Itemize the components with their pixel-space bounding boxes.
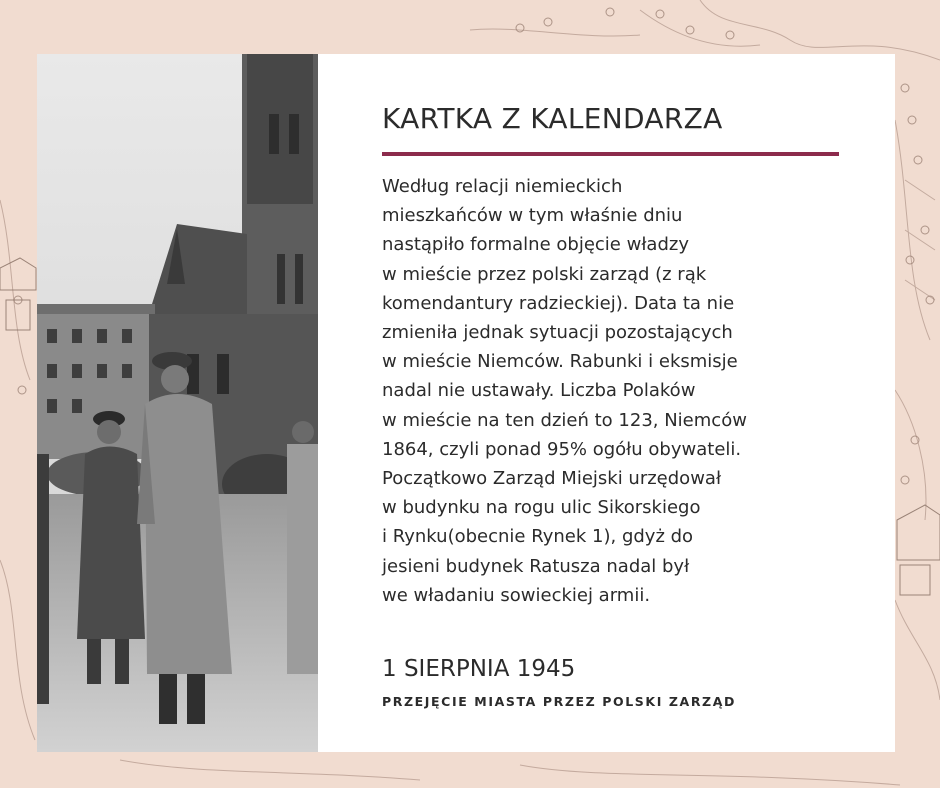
title-divider: [382, 152, 839, 156]
historical-street-photo-icon: [37, 54, 318, 752]
body-line: 1864, czyli ponad 95% ogółu obywateli.: [382, 438, 742, 460]
event-date: 1 SIERPNIA 1945: [382, 656, 576, 682]
card-body-text: [382, 172, 852, 610]
body-line: w mieście przez polski zarząd (z rąk: [382, 263, 707, 285]
card-title: KARTKA Z KALENDARZA: [382, 102, 723, 135]
body-line: w budynku na rogu ulic Sikorskiego: [382, 497, 701, 519]
body-line: nastąpiło formalne objęcie władzy: [382, 234, 689, 256]
body-line: nadal nie ustawały. Liczba Polaków: [382, 380, 696, 402]
calendar-card: [318, 54, 895, 752]
body-line: mieszkańców w tym właśnie dniu: [382, 205, 683, 227]
historical-photo: [37, 54, 318, 752]
body-line: we władaniu sowieckiej armii.: [382, 584, 651, 606]
event-subtitle: PRZEJĘCIE MIASTA PRZEZ POLSKI ZARZĄD: [382, 694, 736, 709]
body-line: komendantury radzieckiej). Data ta nie: [382, 292, 735, 314]
body-line: jesieni budynek Ratusza nadal był: [382, 555, 690, 577]
body-line: w mieście Niemców. Rabunki i eksmisje: [382, 351, 738, 373]
body-line: Początkowo Zarząd Miejski urzędował: [382, 468, 722, 490]
body-line: w mieście na ten dzień to 123, Niemców: [382, 409, 747, 431]
body-line: i Rynku(obecnie Rynek 1), gdyż do: [382, 526, 694, 548]
body-line: Według relacji niemieckich: [382, 176, 623, 197]
body-line: zmieniła jednak sytuacji pozostających: [382, 322, 733, 344]
